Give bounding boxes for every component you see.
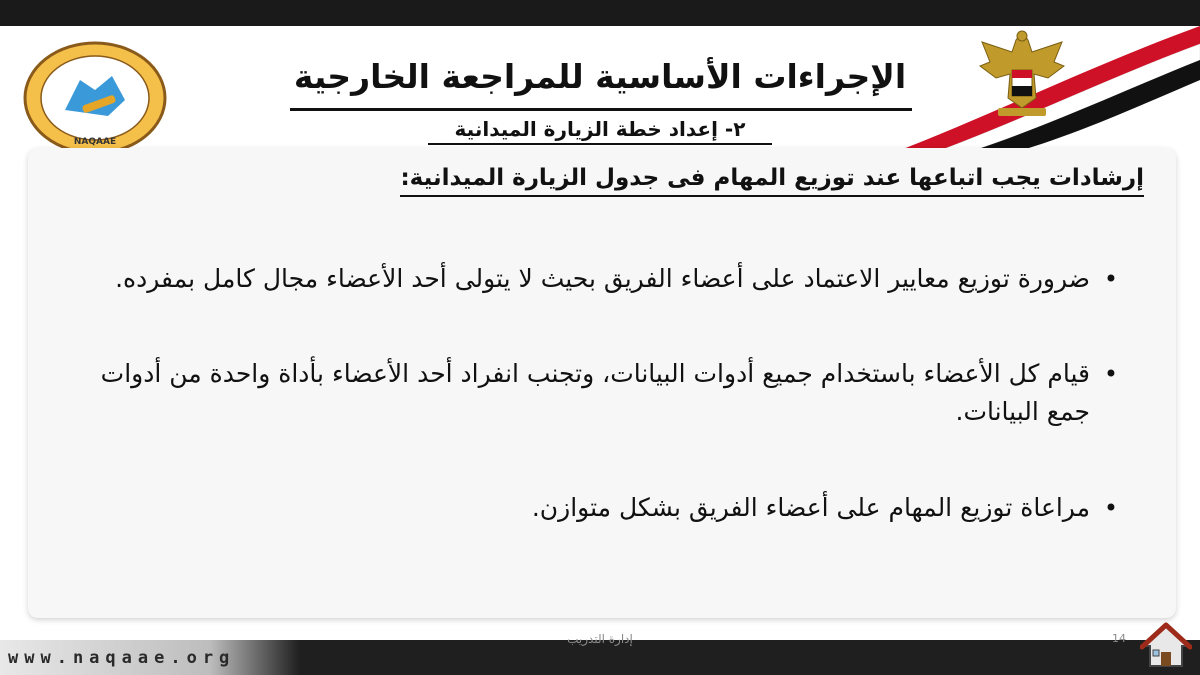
bullet-text: قيام كل الأعضاء باستخدام جميع أدوات البيانات، وتجنب انفراد أحد الأعضاء بأداة واحدة من أدوات جمع البيانات. [100, 359, 1090, 426]
website-url[interactable]: www.naqaae.org [8, 648, 236, 668]
list-item [70, 355, 1130, 431]
footer-department: إدارة التدريب [567, 632, 633, 646]
eagle-emblem-icon [972, 22, 1072, 122]
slide-header [0, 26, 1200, 148]
section-heading: إرشادات يجب اتباعها عند توزيع المهام فى جدول الزيارة الميدانية: [400, 162, 1144, 197]
bullet-text: مراعاة توزيع المهام على أعضاء الفريق بشكل متوازن. [531, 493, 1090, 522]
footer-url-band [0, 640, 300, 675]
bullet-icon: • [1103, 265, 1119, 293]
slide-subtitle: ٢- إعداد خطة الزيارة الميدانية [454, 117, 746, 141]
bullet-icon: • [1103, 360, 1119, 388]
naqaae-logo-icon [20, 40, 170, 156]
bullet-text: ضرورة توزيع معايير الاعتماد على أعضاء الفريق بحيث لا يتولى أحد الأعضاء مجال كامل بمفرده. [115, 264, 1090, 293]
bullet-icon: • [1103, 494, 1119, 522]
bullet-list [70, 250, 1130, 527]
slide-title: الإجراءات الأساسية للمراجعة الخارجية [293, 57, 907, 96]
list-item [70, 489, 1130, 527]
svg-text:NAQAAE: NAQAAE [73, 137, 117, 147]
page-number: 14 [1112, 632, 1126, 645]
list-item [70, 260, 1130, 298]
subtitle-underline [428, 143, 772, 145]
home-icon[interactable] [1140, 622, 1192, 670]
title-underline [290, 108, 912, 111]
